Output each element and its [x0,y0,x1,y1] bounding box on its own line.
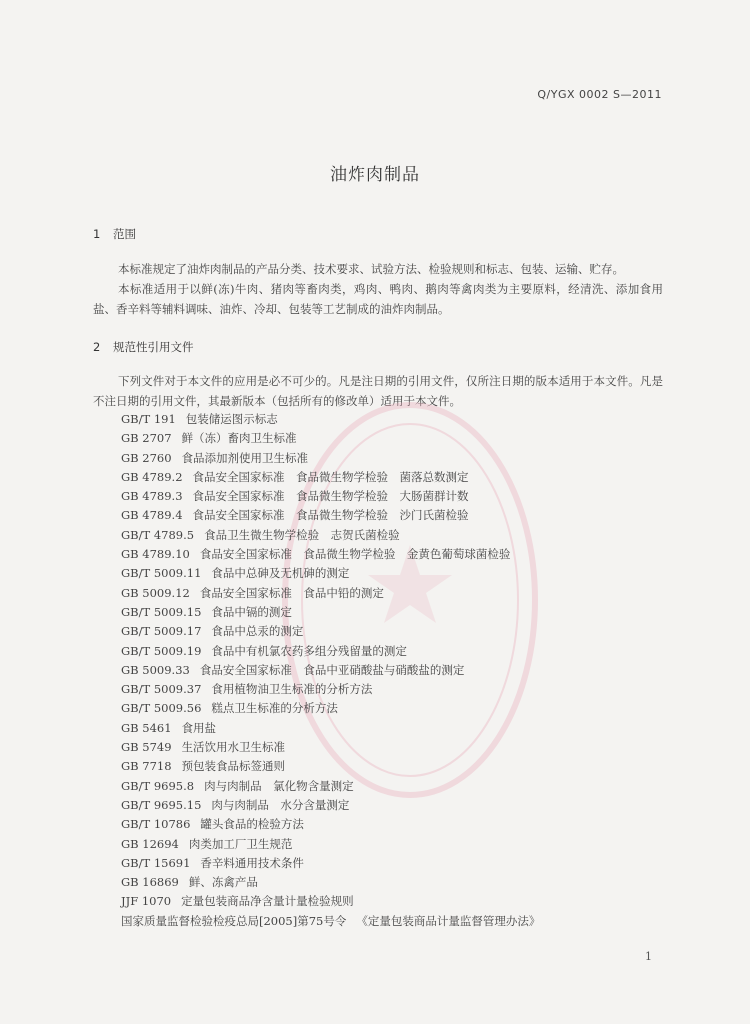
reference-title: 食品安全国家标准 食品中亚硝酸盐与硝酸盐的测定 [199,662,465,677]
scope-paragraph-2: 本标准适用于以鲜(冻)牛肉、猪肉等畜肉类，鸡肉、鸭肉、鹅肉等禽肉类为主要原料，经清洗、添加食用盐、香辛料等辅料调味、油炸、冷却、包装等工艺制成的油炸肉制品。 [93,282,663,316]
reference-item [121,449,540,468]
standard-code: Q/YGX 0002 S—2011 [537,88,662,101]
reference-title: 食品中镉的测定 [211,604,292,619]
section-number: 2 [93,340,101,354]
reference-code: GB/T 191 [121,412,176,426]
reference-item [121,719,540,738]
reference-item [121,854,540,873]
reference-item [121,757,540,776]
reference-code: GB/T 5009.56 [121,701,202,716]
reference-title: 食品中总砷及无机砷的测定 [211,566,350,581]
reference-code: GB 5749 [121,740,172,755]
reference-title: 《定量包装商品计量监督管理办法》 [356,913,541,928]
reference-code: GB/T 9695.15 [121,797,202,812]
reference-code: GB 12694 [121,836,179,851]
page-title: 油炸肉制品 [330,165,420,185]
reference-item [121,429,540,448]
reference-code: GB 7718 [121,759,172,774]
reference-title: 定量包装商品净含量计量检验规则 [181,894,354,909]
reference-code: GB/T 5009.19 [121,643,202,658]
reference-item [121,680,540,699]
reference-title: 食品中总汞的测定 [211,624,304,639]
reference-title: 肉与肉制品 氯化物含量测定 [204,778,354,793]
reference-code: GB/T 15691 [121,855,191,870]
reference-item [121,584,540,603]
reference-item [121,892,540,911]
reference-item [121,912,540,931]
reference-title: 食品安全国家标准 食品微生物学检验 金黄色葡萄球菌检验 [199,547,511,562]
reference-title: 鲜、冻禽产品 [188,875,258,890]
reference-title: 糕点卫生标准的分析方法 [211,701,338,716]
reference-list [121,410,540,931]
reference-title: 生活饮用水卫生标准 [181,740,286,755]
reference-item [121,603,540,622]
reference-item [121,487,540,506]
section-title: 范围 [113,227,136,241]
reference-code: GB/T 5009.15 [121,604,202,619]
section-2-heading [93,339,194,355]
reference-item [121,777,540,796]
reference-code: GB 5009.12 [121,585,190,600]
reference-code: GB 2707 [121,431,172,446]
reference-title: 食品添加剂使用卫生标准 [181,450,309,465]
reference-code: GB 4789.10 [121,547,190,562]
reference-code: GB/T 5009.11 [121,566,202,581]
page-number: 1 [645,950,652,963]
references-intro-paragraph: 下列文件对于本文件的应用是必不可少的。凡是注日期的引用文件，仅所注日期的版本适用于本文件。凡是不注日期的引用文件，其最新版本（包括所有的修改单）适用于本文件。 [93,374,663,408]
reference-title: 食品安全国家标准 食品微生物学检验 菌落总数测定 [192,469,469,484]
reference-code: GB/T 9695.8 [121,778,195,793]
section-1-heading [93,226,136,242]
reference-title: 香辛料通用技术条件 [200,855,304,870]
reference-title: 包装储运图示标志 [185,412,278,426]
reference-code: GB 5009.33 [121,662,190,677]
reference-title: 食用盐 [181,720,217,735]
section-number: 1 [93,227,101,241]
reference-item [121,526,540,545]
reference-title: 鲜（冻）畜肉卫生标准 [181,431,297,446]
reference-code: GB/T 5009.17 [121,624,202,639]
reference-title: 肉与肉制品 水分含量测定 [211,797,350,812]
reference-item [121,738,540,757]
reference-item [121,410,540,429]
reference-item [121,661,540,680]
reference-item [121,506,540,525]
scope-paragraph-1: 本标准规定了油炸肉制品的产品分类、技术要求、试验方法、检验规则和标志、包装、运输、贮存。 [118,262,624,276]
reference-code: GB 5461 [121,720,172,735]
reference-item [121,873,540,892]
reference-code: JJF 1070 [121,894,172,909]
reference-code: GB/T 4789.5 [121,527,195,542]
reference-item [121,815,540,834]
reference-item [121,622,540,641]
reference-title: 食品中有机氯农药多组分残留量的测定 [211,643,407,658]
reference-item [121,642,540,661]
reference-code: GB 4789.2 [121,469,183,484]
section-title: 规范性引用文件 [113,340,194,354]
reference-item [121,545,540,564]
reference-code: GB 4789.4 [121,508,183,523]
reference-title: 食品卫生微生物学检验 志贺氏菌检验 [204,527,400,542]
reference-item [121,699,540,718]
reference-code: GB 16869 [121,875,179,890]
reference-title: 食品安全国家标准 食品微生物学检验 沙门氏菌检验 [192,508,469,523]
reference-title: 食用植物油卫生标准的分析方法 [211,682,373,697]
reference-code: GB 4789.3 [121,489,183,504]
reference-title: 预包装食品标签通则 [181,759,286,774]
reference-title: 食品安全国家标准 食品中铅的测定 [199,585,384,600]
reference-item [121,835,540,854]
reference-code: GB/T 10786 [121,817,191,832]
reference-item [121,468,540,487]
reference-item [121,564,540,583]
reference-title: 食品安全国家标准 食品微生物学检验 大肠菌群计数 [192,489,469,504]
reference-code: GB 2760 [121,450,172,465]
reference-item [121,796,540,815]
reference-code: GB/T 5009.37 [121,682,202,697]
reference-code: 国家质量监督检验检疫总局[2005]第75号令 [121,913,347,928]
reference-title: 肉类加工厂卫生规范 [188,836,293,851]
reference-title: 罐头食品的检验方法 [200,817,304,832]
